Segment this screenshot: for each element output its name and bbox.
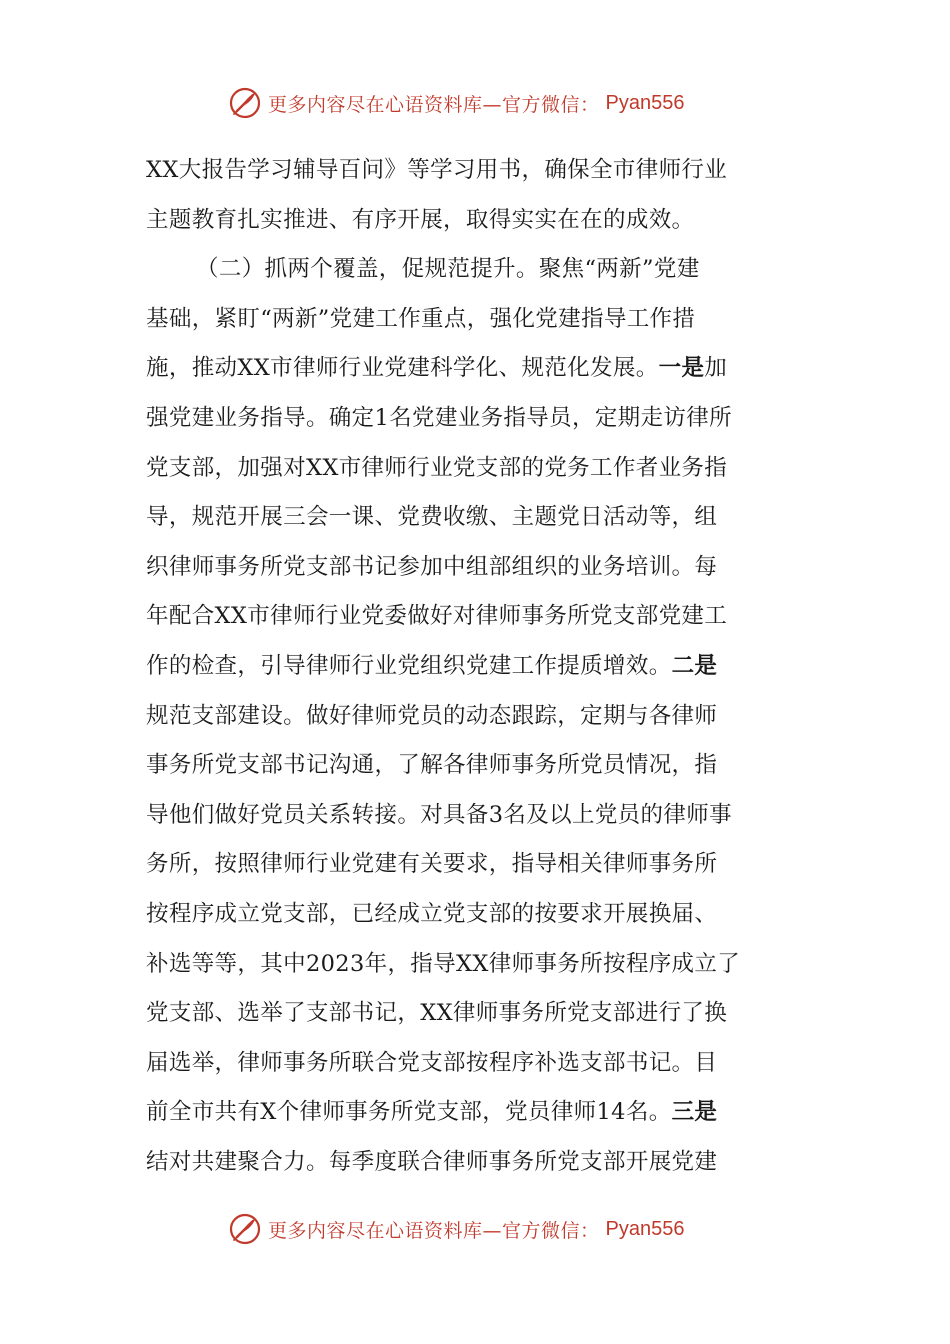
text-line: 按程序成立党支部，已经成立党支部的按要求开展换届、 — [146, 900, 718, 927]
text-line: 施，推动XX市律师行业党建科学化、规范化发展。一是加 — [146, 355, 728, 382]
watermark-footer — [228, 1209, 684, 1249]
watermark-header — [228, 83, 684, 123]
text-line: 强党建业务指导。确定1名党建业务指导员，定期走访律所 — [146, 404, 732, 431]
watermark-wechat-id: Pyan556 — [605, 1217, 685, 1240]
text-line: 导，规范开展三会一课、党费收缴、主题党日活动等，组 — [146, 504, 718, 531]
text-line: 导他们做好党员关系转接。对具备3名及以上党员的律师事 — [146, 801, 732, 828]
text-line: 结对共建聚合力。每季度联合律师事务所党支部开展党建 — [146, 1148, 718, 1175]
text-line: 主题教育扎实推进、有序开展，取得实实在在的成效。 — [146, 206, 695, 233]
text-line: XX大报告学习辅导百问》等学习用书，确保全市律师行业 — [146, 157, 728, 183]
text-line: 年配合XX市律师行业党委做好对律师事务所党支部党建工 — [146, 603, 728, 630]
watermark-text: 更多内容尽在心语资料库—官方微信： — [268, 1219, 600, 1242]
text-line: 事务所党支部书记沟通，了解各律师事务所党员情况，指 — [146, 752, 718, 779]
bold-emphasis: 二是 — [671, 652, 718, 679]
document-body — [146, 146, 811, 1187]
text-line: 织律师事务所党支部书记参加中组部组织的业务培训。每 — [146, 553, 718, 580]
bold-emphasis: 一是 — [658, 355, 705, 382]
text-line: 务所，按照律师行业党建有关要求，指导相关律师事务所 — [146, 851, 718, 878]
text-line: 规范支部建设。做好律师党员的动态跟踪，定期与各律师 — [146, 702, 718, 729]
text-line: （二）抓两个覆盖，促规范提升。聚焦“两新”党建 — [196, 256, 700, 283]
text-line: 作的检查，引导律师行业党组织党建工作提质增效。二是 — [146, 652, 718, 679]
text-line: 党支部、选举了支部书记，XX律师事务所党支部进行了换 — [146, 1000, 728, 1027]
quill-logo-icon — [228, 86, 262, 120]
text-line: 届选举，律师事务所联合党支部按程序补选支部书记。目 — [146, 1049, 718, 1076]
text-line: 前全市共有X个律师事务所党支部，党员律师14名。三是 — [146, 1099, 718, 1126]
watermark-text: 更多内容尽在心语资料库—官方微信： — [268, 93, 600, 116]
text-line: 基础，紧盯“两新”党建工作重点，强化党建指导工作措 — [146, 305, 696, 332]
text-line: 党支部，加强对XX市律师行业党支部的党务工作者业务指 — [146, 454, 728, 481]
bold-emphasis: 三是 — [671, 1099, 718, 1126]
watermark-wechat-id: Pyan556 — [605, 91, 685, 114]
quill-logo-icon — [228, 1212, 262, 1246]
text-line: 补选等等，其中2023年，指导XX律师事务所按程序成立了 — [146, 950, 741, 977]
